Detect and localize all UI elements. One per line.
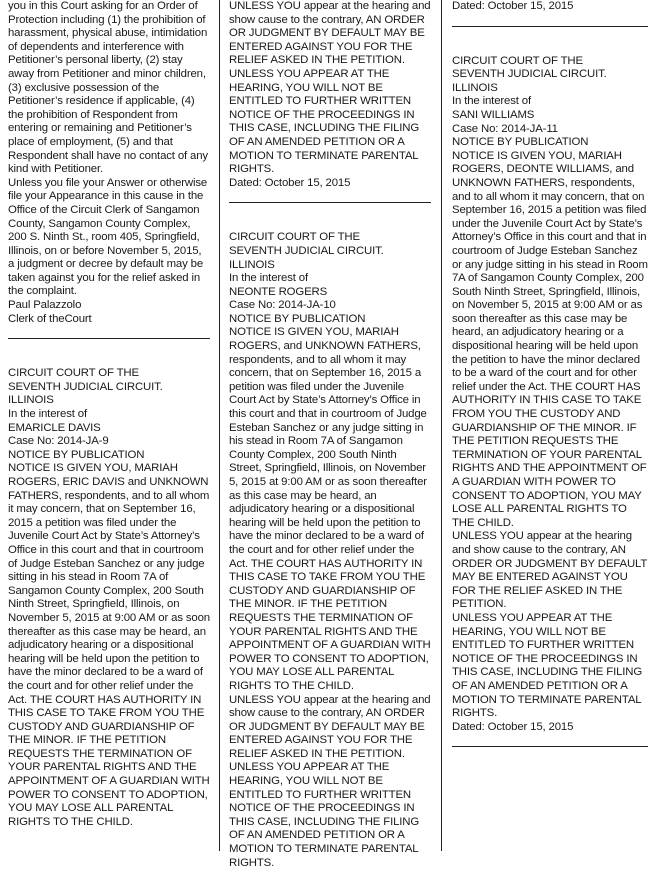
- section-divider: [229, 202, 431, 203]
- notice-date: Dated: October 15, 2015: [452, 0, 574, 12]
- minor-name: EMARICLE DAVIS: [8, 421, 101, 434]
- notice-emaricle-davis: [8, 367, 210, 829]
- notice-heading: NOTICE BY PUBLICATION: [8, 448, 145, 461]
- notice-continuation: you in this Court asking for an Order of Protection including (1) the prohibition of harassment, physical abuse, intimidation of dependents and interference with Petitioner’s personal liberty, (2) stay away from Petitioner and minor children, (3) exclusive possession of the Petitioner’s residence if applicable, (4) the prohibition of Respondent from entering or remaining and Petitioner’s place of employment, (5) and that Respondent shall have no contact of any kind with Petitioner.: [8, 0, 208, 176]
- court-name-line-1: CIRCUIT COURT OF THE: [452, 54, 583, 67]
- minor-name: SANI WILLIAMS: [452, 108, 535, 121]
- notice-body: NOTICE IS GIVEN YOU, MARIAH ROGERS, and UNKNOWN FATHERS, respondents, and to all whom it may concern, that on September 16, 2015 a petition was filed under the Juvenile Court Act by State’s Attorney’s Office in this court and that in courtroom of Judge Esteban Sanchez or any judge sitting in his stead in Room 7A of Sangamon County Complex, 200 South Ninth Street, Springfield, Illinois, on November 5, 2015 at 9:00 AM or as soon thereafter as this case may be heard, an adjudicatory hearing or a dispositional hearing will be held upon the petition to have the minor declared to be a ward of the court and for other relief under the Act. THE COURT HAS AUTHORITY IN THIS CASE TO TAKE FROM YOU THE CUSTODY AND GUARDIANSHIP OF THE MINOR. IF THE PETITION REQUESTS THE TERMINATION OF YOUR PARENTAL RIGHTS AND THE APPOINTMENT OF A GUARDIAN WITH POWER TO CONSENT TO ADOPTION, YOU MAY LOSE ALL PARENTAL RIGHTS TO THE CHILD.: [229, 326, 431, 692]
- clerk-name: Paul Palazzolo: [8, 299, 82, 312]
- notice-unless-paragraph: Unless you file your Answer or otherwise file your Appearance in this cause in the Office of the Circuit Clerk of Sangamon County, Sangamon County Complex, 200 S. Ninth St., room 405, Springfield, Illinois, on or before November 5, 2015, a judgment or decree by default may be taken against you for the relief asked in the complaint.: [8, 176, 208, 298]
- notice-sani-williams: [452, 55, 648, 735]
- court-name-line-2: SEVENTH JUDICIAL CIRCUIT. ILLINOIS: [452, 68, 607, 94]
- notice-unless-hearing: UNLESS YOU APPEAR AT THE HEARING, YOU WILL NOT BE ENTITLED TO FURTHER WRITTEN NOTICE OF THE PROCEEDINGS IN THIS CASE, INCLUDING THE FILING OF AN AMENDED PETITION OR A MOTION TO TERMINATE PARENTAL RIGHTS.: [229, 761, 420, 869]
- clerk-title: Clerk of theCourt: [8, 312, 92, 325]
- notice-date: Dated: October 15, 2015: [452, 720, 574, 733]
- notice-body: NOTICE IS GIVEN YOU, MARIAH ROGERS, ERIC DAVIS and UNKNOWN FATHERS, respondents, and to all whom it may concern, that on September 16, 2015 a petition was filed under the Juvenile Court Act by State’s Attorney’s Office in this court and that in courtroom of Judge Esteban Sanchez or any judge sitting in his stead in Room 7A of Sangamon County Complex, 200 South Ninth Street, Springfield, Illinois, on November 5, 2015 at 9:00 AM or as soon thereafter as this case may be heard, an adjudicatory hearing or a dispositional hearing will be held upon the petition to have the minor declared to be a ward of the court and for other relief under the Act. THE COURT HAS AUTHORITY IN THIS CASE TO TAKE FROM YOU THE CUSTODY AND GUARDIANSHIP OF THE MINOR. IF THE PETITION REQUESTS THE TERMINATION OF YOUR PARENTAL RIGHTS AND THE APPOINTMENT OF A GUARDIAN WITH POWER TO CONSENT TO ADOPTION, YOU MAY LOSE ALL PARENTAL RIGHTS TO THE CHILD.: [8, 462, 210, 828]
- case-number: Case No: 2014-JA-11: [452, 122, 558, 135]
- notice-date: Dated: October 15, 2015: [229, 176, 351, 189]
- notice-body: NOTICE IS GIVEN YOU, MARIAH ROGERS, DEONTE WILLIAMS, and UNKNOWN FATHERS, respondents, and to all whom it may concern, that on September 16, 2015 a petition was filed under the Juvenile Court Act by State’s Attorney’s Office in this court and that in courtroom of Judge Esteban Sanchez or any judge sitting in his stead in Room 7A of Sangamon County Complex, 200 South Ninth Street, Springfield, Illinois, on November 5, 2015 at 9:00 AM or as soon thereafter as this case may be heard, an adjudicatory hearing or a dispositional hearing will be held upon the petition to have the minor declared to be a ward of the court and for other relief under the Act. THE COURT HAS AUTHORITY IN THIS CASE TO TAKE FROM YOU THE CUSTODY AND GUARDIANSHIP OF THE MINOR. IF THE PETITION REQUESTS THE TERMINATION OF YOUR PARENTAL RIGHTS AND THE APPOINTMENT OF A GUARDIAN WITH POWER TO CONSENT TO ADOPTION, YOU MAY LOSE ALL PARENTAL RIGHTS TO THE CHILD.: [452, 149, 648, 529]
- notice-unless-hearing: UNLESS YOU APPEAR AT THE HEARING, YOU WILL NOT BE ENTITLED TO FURTHER WRITTEN NOTICE OF THE PROCEEDINGS IN THIS CASE, INCLUDING THE FILING OF AN AMENDED PETITION OR A MOTION TO TERMINATE PARENTAL RIGHTS.: [452, 611, 643, 720]
- interest-label: In the interest of: [452, 95, 531, 108]
- section-divider: [8, 338, 210, 339]
- section-divider: [452, 26, 648, 27]
- case-number: Case No: 2014-JA-10: [229, 299, 336, 312]
- notice-unless-appear: UNLESS YOU appear at the hearing and show cause to the contrary, AN ORDER OR JUDGMENT BY DEFAULT MAY BE ENTERED AGAINST YOU FOR THE RELIEF ASKED IN THE PETITION.: [452, 530, 647, 611]
- interest-label: In the interest of: [8, 408, 87, 421]
- interest-label: In the interest of: [229, 272, 308, 285]
- notice-unless-hearing: UNLESS YOU APPEAR AT THE HEARING, YOU WILL NOT BE ENTITLED TO FURTHER WRITTEN NOTICE OF THE PROCEEDINGS IN THIS CASE, INCLUDING THE FILING OF AN AMENDED PETITION OR A MOTION TO TERMINATE PARENTAL RIGHTS.: [229, 67, 420, 176]
- notice-heading: NOTICE BY PUBLICATION: [229, 312, 366, 325]
- notice-unless-appear: UNLESS YOU appear at the hearing and show cause to the contrary, AN ORDER OR JUDGMENT BY DEFAULT MAY BE ENTERED AGAINST YOU FOR THE RELIEF ASKED IN THE PETITION.: [229, 0, 431, 67]
- column-rule: [441, 0, 442, 851]
- column-3: [452, 0, 648, 851]
- notice-heading: NOTICE BY PUBLICATION: [452, 136, 589, 149]
- notice-unless-appear: UNLESS YOU appear at the hearing and show cause to the contrary, AN ORDER OR JUDGMENT BY DEFAULT MAY BE ENTERED AGAINST YOU FOR THE RELIEF ASKED IN THE PETITION.: [229, 693, 431, 760]
- notice-neonte-rogers: [229, 231, 431, 870]
- case-number: Case No: 2014-JA-9: [8, 435, 109, 448]
- court-name-line-1: CIRCUIT COURT OF THE: [8, 367, 139, 380]
- column-2: [229, 0, 431, 869]
- court-name-line-1: CIRCUIT COURT OF THE: [229, 231, 360, 244]
- column-rule: [219, 0, 220, 851]
- court-name-line-2: SEVENTH JUDICIAL CIRCUIT. ILLINOIS: [229, 244, 384, 271]
- court-name-line-2: SEVENTH JUDICIAL CIRCUIT. ILLINOIS: [8, 380, 163, 407]
- section-divider: [452, 746, 648, 747]
- minor-name: NEONTE ROGERS: [229, 285, 328, 298]
- column-1: [8, 0, 210, 851]
